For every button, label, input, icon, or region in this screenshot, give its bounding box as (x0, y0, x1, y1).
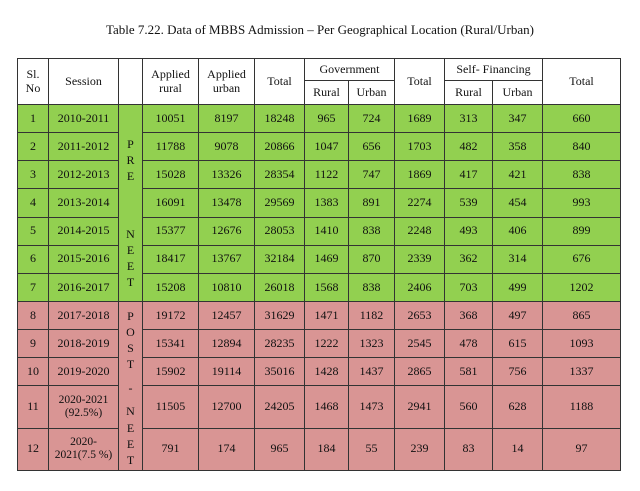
header-applied-rural: Applied rural (143, 59, 199, 105)
cell-sf-rural: 362 (445, 245, 493, 273)
phase-word-stack: P R E (126, 136, 135, 184)
cell-slno: 9 (18, 330, 49, 358)
cell-gov-total: 1689 (395, 105, 445, 133)
cell-slno: 8 (18, 301, 49, 329)
cell-applied-rural: 15902 (143, 358, 199, 386)
cell-gov-rural: 1383 (305, 189, 349, 217)
cell-session: 2017-2018 (49, 301, 119, 329)
cell-gov-urban: 891 (349, 189, 395, 217)
header-sf-total: Total (543, 59, 621, 105)
header-gov-urban: Urban (349, 81, 395, 105)
cell-sf-urban: 421 (493, 161, 543, 189)
table-row (18, 358, 621, 386)
cell-sf-rural: 417 (445, 161, 493, 189)
header-gov-rural: Rural (305, 81, 349, 105)
cell-gov-rural: 1471 (305, 301, 349, 329)
cell-sf-rural: 539 (445, 189, 493, 217)
cell-gov-urban: 724 (349, 105, 395, 133)
cell-total: 35016 (255, 358, 305, 386)
header-government: Government (305, 59, 395, 81)
cell-applied-urban: 12894 (199, 330, 255, 358)
cell-sf-urban: 756 (493, 358, 543, 386)
cell-gov-rural: 184 (305, 428, 349, 470)
table-row (18, 161, 621, 189)
cell-sf-total: 660 (543, 105, 621, 133)
phase-label-pre-neet (119, 105, 143, 302)
cell-sf-total: 1202 (543, 273, 621, 301)
cell-applied-rural: 15377 (143, 217, 199, 245)
cell-gov-rural: 1047 (305, 133, 349, 161)
cell-applied-rural: 791 (143, 428, 199, 470)
cell-slno: 1 (18, 105, 49, 133)
cell-gov-urban: 1473 (349, 386, 395, 428)
cell-sf-rural: 313 (445, 105, 493, 133)
cell-gov-rural: 1410 (305, 217, 349, 245)
header-sf-rural: Rural (445, 81, 493, 105)
cell-sf-urban: 497 (493, 301, 543, 329)
cell-applied-urban: 12700 (199, 386, 255, 428)
header-self-financing: Self- Financing (445, 59, 543, 81)
cell-sf-urban: 314 (493, 245, 543, 273)
cell-sf-urban: 615 (493, 330, 543, 358)
cell-applied-urban: 12676 (199, 217, 255, 245)
cell-session: 2020-2021 (92.5%) (49, 386, 119, 428)
header-gov-total: Total (395, 59, 445, 105)
cell-sf-rural: 581 (445, 358, 493, 386)
cell-sf-urban: 454 (493, 189, 543, 217)
cell-sf-rural: 368 (445, 301, 493, 329)
cell-session: 2014-2015 (49, 217, 119, 245)
cell-sf-urban: 14 (493, 428, 543, 470)
cell-gov-urban: 1323 (349, 330, 395, 358)
cell-applied-rural: 11788 (143, 133, 199, 161)
cell-slno: 10 (18, 358, 49, 386)
cell-session: 2020-2021(7.5 %) (49, 428, 119, 470)
cell-sf-urban: 499 (493, 273, 543, 301)
cell-gov-urban: 55 (349, 428, 395, 470)
cell-slno: 2 (18, 133, 49, 161)
table-row (18, 105, 621, 133)
cell-session: 2010-2011 (49, 105, 119, 133)
phase-label-post-neet (119, 301, 143, 470)
cell-slno: 12 (18, 428, 49, 470)
cell-gov-total: 2545 (395, 330, 445, 358)
cell-total: 24205 (255, 386, 305, 428)
header-total: Total (255, 59, 305, 105)
cell-applied-urban: 13478 (199, 189, 255, 217)
cell-gov-rural: 965 (305, 105, 349, 133)
cell-gov-urban: 1182 (349, 301, 395, 329)
cell-slno: 4 (18, 189, 49, 217)
cell-total: 965 (255, 428, 305, 470)
cell-sf-total: 840 (543, 133, 621, 161)
cell-applied-urban: 174 (199, 428, 255, 470)
mbbs-admission-table (17, 58, 621, 471)
table-row (18, 428, 621, 470)
cell-sf-rural: 83 (445, 428, 493, 470)
cell-applied-rural: 15208 (143, 273, 199, 301)
cell-applied-rural: 18417 (143, 245, 199, 273)
cell-gov-urban: 656 (349, 133, 395, 161)
cell-applied-rural: 11505 (143, 386, 199, 428)
table-row (18, 273, 621, 301)
cell-sf-rural: 703 (445, 273, 493, 301)
cell-slno: 11 (18, 386, 49, 428)
cell-applied-rural: 19172 (143, 301, 199, 329)
cell-applied-urban: 12457 (199, 301, 255, 329)
table-row (18, 189, 621, 217)
cell-session: 2012-2013 (49, 161, 119, 189)
cell-gov-total: 1703 (395, 133, 445, 161)
cell-sf-total: 676 (543, 245, 621, 273)
cell-session: 2013-2014 (49, 189, 119, 217)
cell-slno: 5 (18, 217, 49, 245)
cell-sf-urban: 628 (493, 386, 543, 428)
cell-applied-rural: 10051 (143, 105, 199, 133)
cell-gov-total: 2274 (395, 189, 445, 217)
cell-gov-total: 1869 (395, 161, 445, 189)
cell-gov-urban: 747 (349, 161, 395, 189)
phase-word-stack: - (128, 380, 133, 395)
cell-gov-total: 2941 (395, 386, 445, 428)
cell-gov-rural: 1468 (305, 386, 349, 428)
table-row (18, 217, 621, 245)
cell-session: 2015-2016 (49, 245, 119, 273)
cell-gov-rural: 1469 (305, 245, 349, 273)
table-row (18, 330, 621, 358)
cell-slno: 3 (18, 161, 49, 189)
cell-sf-total: 838 (543, 161, 621, 189)
cell-sf-rural: 560 (445, 386, 493, 428)
cell-gov-total: 2865 (395, 358, 445, 386)
cell-gov-rural: 1568 (305, 273, 349, 301)
header-sf-urban: Urban (493, 81, 543, 105)
cell-total: 28354 (255, 161, 305, 189)
cell-total: 32184 (255, 245, 305, 273)
cell-sf-total: 97 (543, 428, 621, 470)
cell-session: 2011-2012 (49, 133, 119, 161)
cell-sf-urban: 358 (493, 133, 543, 161)
phase-word-stack: N E E T (126, 404, 135, 467)
header-applied-urban: Applied urban (199, 59, 255, 105)
cell-total: 28235 (255, 330, 305, 358)
cell-sf-total: 993 (543, 189, 621, 217)
cell-sf-rural: 478 (445, 330, 493, 358)
header-slno: Sl. No (18, 59, 49, 105)
cell-gov-urban: 1437 (349, 358, 395, 386)
header-session: Session (49, 59, 119, 105)
table-row (18, 245, 621, 273)
cell-applied-rural: 15028 (143, 161, 199, 189)
cell-gov-urban: 870 (349, 245, 395, 273)
table-row (18, 386, 621, 428)
cell-gov-total: 2653 (395, 301, 445, 329)
cell-slno: 6 (18, 245, 49, 273)
cell-sf-total: 1337 (543, 358, 621, 386)
phase-word-stack: P O S T (126, 308, 135, 372)
cell-applied-urban: 8197 (199, 105, 255, 133)
cell-gov-rural: 1222 (305, 330, 349, 358)
table-row (18, 133, 621, 161)
cell-gov-total: 239 (395, 428, 445, 470)
header-phase-blank (119, 59, 143, 105)
cell-applied-urban: 10810 (199, 273, 255, 301)
cell-gov-total: 2248 (395, 217, 445, 245)
cell-gov-rural: 1428 (305, 358, 349, 386)
cell-total: 31629 (255, 301, 305, 329)
cell-sf-total: 1188 (543, 386, 621, 428)
cell-total: 20866 (255, 133, 305, 161)
cell-session: 2016-2017 (49, 273, 119, 301)
table-caption: Table 7.22. Data of MBBS Admission – Per Geographical Location (Rural/Urban) (105, 22, 534, 37)
cell-applied-rural: 15341 (143, 330, 199, 358)
cell-applied-urban: 9078 (199, 133, 255, 161)
cell-total: 28053 (255, 217, 305, 245)
cell-applied-urban: 19114 (199, 358, 255, 386)
cell-gov-urban: 838 (349, 217, 395, 245)
cell-gov-urban: 838 (349, 273, 395, 301)
cell-gov-total: 2339 (395, 245, 445, 273)
cell-session: 2019-2020 (49, 358, 119, 386)
cell-slno: 7 (18, 273, 49, 301)
cell-total: 26018 (255, 273, 305, 301)
cell-sf-urban: 406 (493, 217, 543, 245)
cell-total: 29569 (255, 189, 305, 217)
cell-applied-rural: 16091 (143, 189, 199, 217)
cell-sf-rural: 482 (445, 133, 493, 161)
cell-sf-total: 865 (543, 301, 621, 329)
cell-gov-total: 2406 (395, 273, 445, 301)
cell-gov-rural: 1122 (305, 161, 349, 189)
table-row (18, 301, 621, 329)
cell-applied-urban: 13326 (199, 161, 255, 189)
phase-word-stack: N E E T (126, 226, 135, 290)
cell-total: 18248 (255, 105, 305, 133)
cell-sf-total: 1093 (543, 330, 621, 358)
cell-sf-urban: 347 (493, 105, 543, 133)
cell-session: 2018-2019 (49, 330, 119, 358)
cell-applied-urban: 13767 (199, 245, 255, 273)
cell-sf-total: 899 (543, 217, 621, 245)
cell-sf-rural: 493 (445, 217, 493, 245)
